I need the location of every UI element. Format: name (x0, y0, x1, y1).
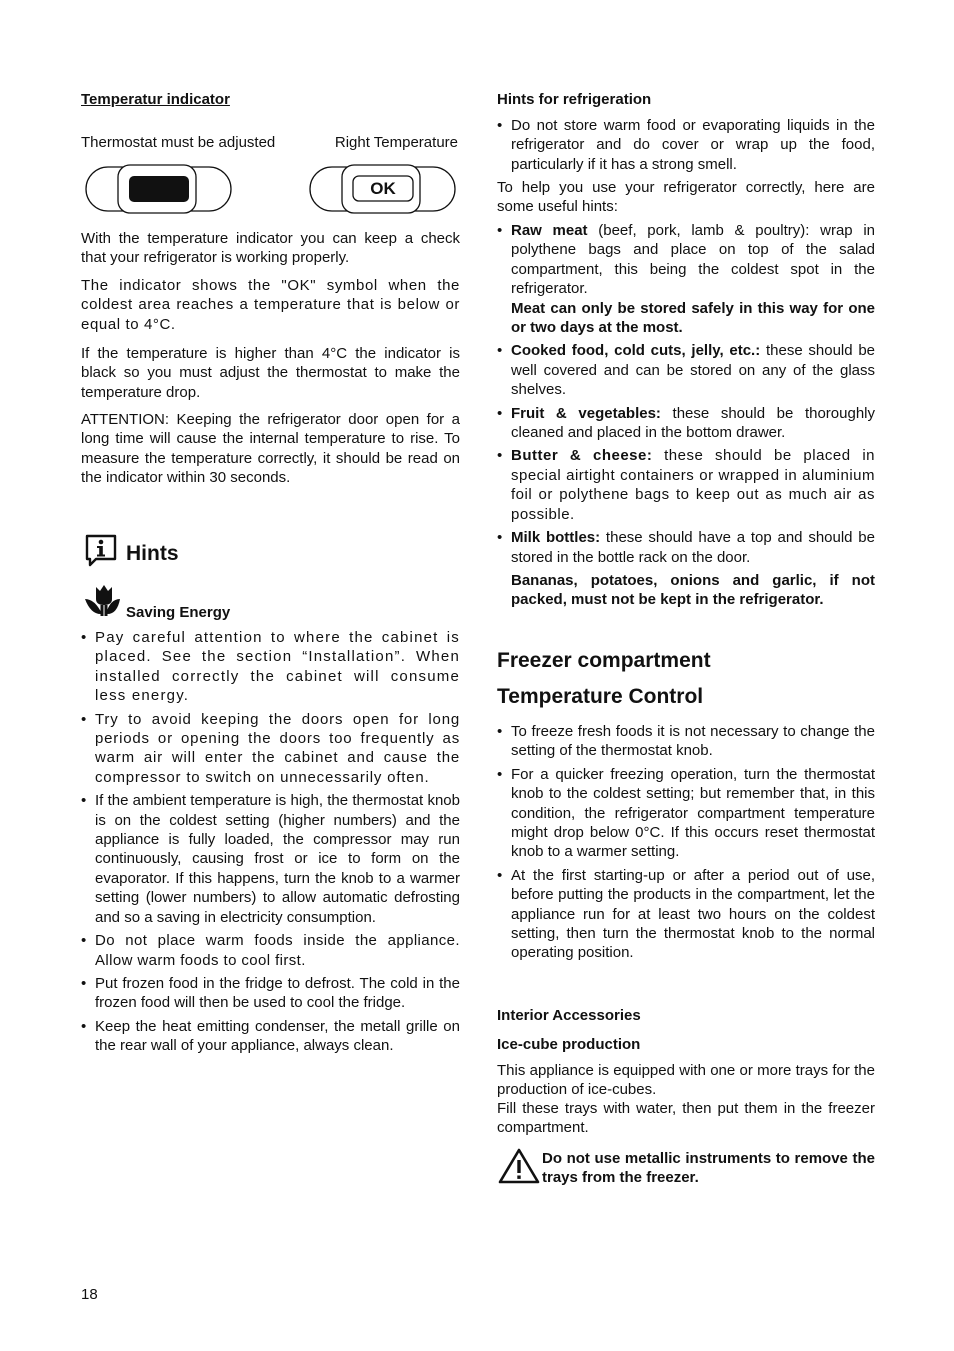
food-text: these should be thoroughly cleaned and placed in the bottom drawer. (511, 404, 875, 442)
list-item: • Keep the heat emitting condenser, the metall grille on the rear wall of your appliance, always clean. (81, 1017, 460, 1056)
ice-cube-warning: Do not use metallic instruments to remove the trays from the freezer. (542, 1150, 875, 1187)
list-item: • For a quicker freezing operation, turn the thermostat knob to the coldest setting; but remember that, in this condition, the refrigerator compartment temperature might drop below 0°C. If this occurs reset thermostat knob to a warmer setting. (497, 765, 875, 862)
food-label: Milk bottles: (511, 529, 601, 547)
label-right-temperature: Right Temperature (334, 134, 458, 151)
ok-symbol: OK (370, 179, 396, 198)
refrigeration-hints-heading: Hints for refrigeration (497, 91, 652, 108)
food-label: Butter & cheese: (511, 447, 653, 465)
food-label: Fruit & vegetables: (511, 404, 661, 422)
list-item: • Do not store warm food or evaporating liquids in the refrigerator and do cover or wrap up the food, particularly if it has a strong smell. (497, 116, 875, 174)
temperature-control-title: Temperature Control (497, 685, 704, 708)
ice-cube-paragraph-2: Fill these trays with water, then put them in the freezer compartment. (497, 1100, 875, 1137)
paragraph-ok-symbol: The indicator shows the "OK" symbol when the coldest area reaches a temperature that is below or equal to 4°C. (81, 277, 460, 333)
list-item (497, 528, 875, 567)
bananas-note: Bananas, potatoes, onions and garlic, if not packed, must not be kept in the refrigerator. (511, 572, 875, 609)
page-number: 18 (81, 1286, 98, 1303)
warning-icon (498, 1147, 540, 1185)
list-item: • To freeze fresh foods it is not necessary to change the setting of the thermostat knob. (497, 722, 875, 761)
freezer-compartment-title: Freezer compartment (497, 649, 711, 672)
food-text: these should be placed in special airtight containers or wrapped in aluminium foil or polythene bags to keep out as much air as possible. (511, 447, 876, 523)
food-label: Cooked food, cold cuts, jelly, etc.: (511, 342, 761, 360)
saving-energy-title: Saving Energy (126, 604, 231, 621)
flower-energy-icon (83, 583, 121, 619)
food-text: these should have a top and should be stored in the bottle rack on the door. (511, 529, 875, 566)
refrigeration-list-1 (497, 116, 875, 178)
info-icon (83, 532, 119, 568)
list-item (497, 404, 875, 443)
saving-energy-list (81, 628, 460, 1060)
food-label: Raw meat (511, 222, 588, 239)
label-adjust: Thermostat must be adjusted (81, 134, 276, 151)
indicator-black-illustration (85, 164, 233, 214)
food-text: these should be well covered and can be stored on any of the glass shelves. (511, 342, 875, 399)
ice-cube-heading: Ice-cube production (497, 1036, 641, 1053)
paragraph-indicator-purpose: With the temperature indicator you can keep a check that your refrigerator is working properly. (81, 230, 460, 267)
paragraph-attention: ATTENTION: Keeping the refrigerator door open for a long time will cause the internal temperature to rise. To measure the temperature correctly, it should be read on the indicator within 30 seconds. (81, 411, 460, 487)
list-item (497, 341, 875, 399)
hints-title: Hints (126, 542, 179, 565)
list-item: • Put frozen food in the fridge to defrost. The cold in the frozen food will then be used to cool the fridge. (81, 974, 460, 1013)
meat-warning: Meat can only be stored safely in this way for one or two days at the most. (511, 299, 875, 337)
list-item: • Pay careful attention to where the cabinet is placed. See the section “Installation”. When installed correctly the cabinet will consume less energy. (81, 628, 460, 706)
list-item: • At the first starting-up or after a period out of use, before putting the products in the compartment, let the appliance run for at least two hours on the coldest setting, then turn the thermostat knob to the normal operating position. (497, 866, 875, 963)
food-storage-list (497, 221, 875, 571)
interior-accessories-heading: Interior Accessories (497, 1007, 641, 1024)
indicator-heading: Temperatur indicator (81, 91, 230, 108)
food-text: (beef, pork, lamb & poultry): wrap in polythene bags and place on top of the salad compartment, this being the coldest spot in the refrigerator. (511, 222, 876, 298)
list-item: • If the ambient temperature is high, the thermostat knob is on the coldest setting (higher numbers) and the appliance is fully loaded, the compressor may run continuously, causing frost or ice to form on the evaporator. If this happens, turn the knob to a warmer setting (lower numbers) to allow automatic defrosting and so a saving in electricity consumption. (81, 791, 460, 927)
freezer-list (497, 722, 875, 967)
refrigeration-intro: To help you use your refrigerator correctly, here are some useful hints: (497, 179, 875, 216)
ice-cube-paragraph-1: This appliance is equipped with one or more trays for the production of ice-cubes. (497, 1062, 875, 1099)
list-item: • Try to avoid keeping the doors open for long periods or opening the doors too frequently as warm air will enter the cabinet and cause the compressor to switch on unnecessarily often. (81, 710, 460, 788)
list-item (497, 221, 875, 337)
list-item (497, 446, 875, 524)
list-item: • Do not place warm foods inside the appliance. Allow warm foods to cool first. (81, 931, 460, 970)
paragraph-black-indicator: If the temperature is higher than 4°C the indicator is black so you must adjust the thermostat to make the temperature drop. (81, 345, 460, 401)
